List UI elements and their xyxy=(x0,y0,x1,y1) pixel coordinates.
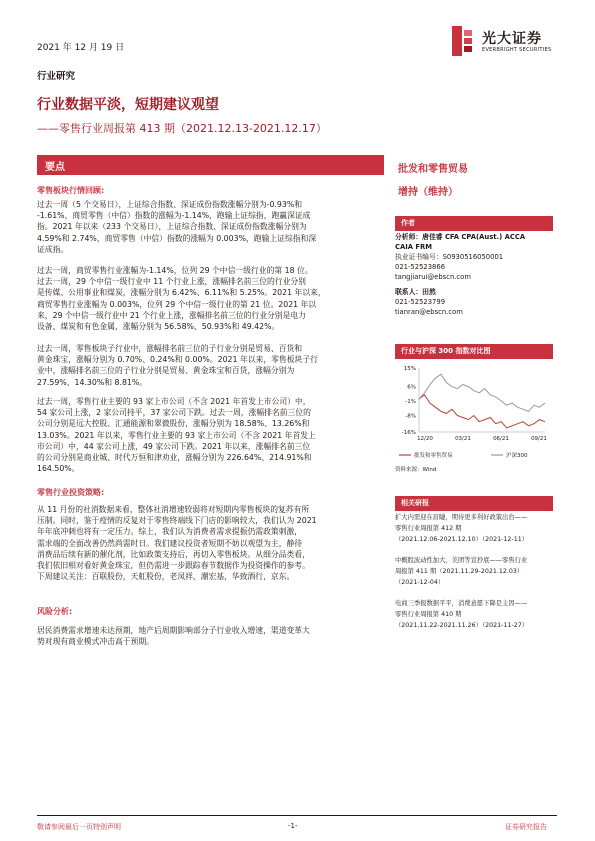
report-category: 行业研究 xyxy=(37,71,76,82)
y-tick-label: -8% xyxy=(405,413,416,420)
page-number: -1- xyxy=(288,822,298,830)
legend-label: 批发和零售贸易 xyxy=(414,453,453,459)
footer-report-type: 证券研究报告 xyxy=(505,823,547,831)
x-tick-label: 06/21 xyxy=(493,436,509,442)
risk-paragraph: 居民消费需求增速未达预期，地产后周期影响部分子行业收入增速，渠道变革大 势对现有商业模式冲击高于预期。 xyxy=(37,626,310,647)
legend-label: 沪深300 xyxy=(506,453,528,459)
rating: 增持（维持） xyxy=(398,187,458,198)
related-report-2[interactable]: 中概股波动性加大，美团等宣抄底——零售行业 周报第 411 期（2021.11.29-2021.12.03） （2021-12-04） xyxy=(395,557,528,586)
related-report-1[interactable]: 扩大内需迎在眉睫，期待更多利好政策出台—— 零售行业周报第 412 期 （2021.12.06-2021.12.10）（2021-12-11） xyxy=(395,514,529,543)
y-tick-label: 15% xyxy=(403,366,416,372)
paragraph-3: 过去一周，零售板块子行业中，涨幅排名前三位的子行业分别是贸易、百货和 黄金珠宝，涨幅分别为 0.70%、0.24%和 0.00%。2021 年以来，零售板块子行 业中，涨幅排名前三位的子行业分别是贸易、黄金珠宝和百货，涨幅分别为 27.59%、14.30%和 8.81%。 xyxy=(37,344,318,387)
y-tick-label: -16% xyxy=(401,430,416,436)
footer-divider xyxy=(37,815,557,816)
sector-name: 批发和零售贸易 xyxy=(398,164,468,175)
footer-disclaimer: 敬请参阅最后一页特别声明 xyxy=(37,823,121,831)
x-tick-label: 12/20 xyxy=(417,436,433,442)
keypoints-bar xyxy=(37,155,384,175)
series-line xyxy=(419,395,545,428)
report-date: 2021 年 12 月 19 日 xyxy=(37,43,125,53)
chart-source: 资料来源：Wind xyxy=(395,467,437,473)
author-info: 分析师：唐佳睿 CFA CPA(Aust.) ACCA CAIA FRM 执业证书编号：S0930516050001 021-52523866 tangjiarui@ebscn.com 联系人：田然 021-52523799 tianran@ebscn.com xyxy=(395,233,526,316)
logo-subtext: EVERBRIGHT SECURITIES xyxy=(482,47,552,53)
x-tick-label: 03/21 xyxy=(455,436,471,442)
x-tick-label: 09/21 xyxy=(531,436,547,442)
y-tick-label: 6% xyxy=(407,384,416,391)
paragraph-2: 过去一周，商贸零售行业涨幅为-1.14%，位列 29 个中信一级行业的第 18 位。 过去一周，29 个中信一级行业中 11 个行业上涨，涨幅排名前三位的行业分别 是传媒、公用事业和煤炭，涨幅分别为 6.42%、6.11%和 5.25%。2021 年以来， 商贸零售行业涨幅为 0.003%，位列 29 个中信一级行业的第 21 位。2021 年以 来，29 个中信一级行业中 21 个行业上涨，涨幅排名前三位的行业分别是电力 设备、煤炭和有色金属，涨幅分别为 56.58%、50.93%和 49.42%。 xyxy=(37,266,326,332)
report-subtitle: ——零售行业周报第 413 期（2021.12.13-2021.12.17） xyxy=(37,122,327,135)
strategy-paragraph: 从 11 月份的社消数据来看，整体社消增速较弱将对短期内零售板块的复苏有所 压制。同时，鉴于疫情的反复对于零售终端线下门店的影响较大，我们认为 2021 年年底冲刺也将有一定压力。综上，我们认为消费者需求提振仍需政策刺激， 需求端的全面改善仍然尚需时日。我们建议投资者短期不妨以观望为主，静待 消费品后续有新的催化剂，比如政策支持后，再切入零售板块。从细分品类看， 我们依旧相对看好黄金珠宝，但仍需进一步跟踪春节数据作为投资操作的参考。 下周建议关注：百联股份，天虹股份，老凤祥，潮宏基，华致酒行，京东。 xyxy=(37,505,317,582)
related-report-3[interactable]: 电商三季报数据平平，消费意愿下降是主因—— 零售行业周报第 410 期 （2021.11.22-2021.11.26）（2021-11-27） xyxy=(395,600,529,629)
series-line xyxy=(419,374,545,411)
author-bar: 作者 xyxy=(395,216,553,231)
strategy-heading: 零售行业投资策略: xyxy=(37,488,105,497)
sector-review-heading: 零售板块行情回顾: xyxy=(37,186,105,195)
paragraph-1: 过去一周（5 个交易日），上证综合指数、深证成份指数涨幅分别为-0.93%和 -1.61%，商贸零售（中信）指数的涨幅为-1.14%，跑输上证综指，跑赢深证成 指。2021 年以来（233 个交易日），上证综合指数、深证成份指数涨幅分别为 4.59%和 2.74%，商贸零售（中信）指数的涨幅为 0.003%，跑输上证综指和深 证成指。 xyxy=(37,200,317,254)
related-bar: 相关研报 xyxy=(395,496,553,511)
paragraph-4: 过去一周，零售行业主要的 93 家上市公司（不含 2021 年首发上市公司）中， 54 家公司上涨，2 家公司持平，37 家公司下跌。过去一周，涨幅排名前三位的 公司分别是远大控股、汇通能源和翠微股份，涨幅分别为 18.58%、13.26%和 13.03%。2021 年以来，零售行业主要的 93 家上市公司（不含 2021 年首发上 市公司）中，44 家公司上涨，49 家公司下跌。2021 年以来，涨幅排名前三位 的公司分别是商业城、时代万恒和津劝业，涨幅分别为 226.64%、214.91%和 164.50%。 xyxy=(37,397,316,474)
keypoints-label: 要点 xyxy=(45,162,65,173)
y-tick-label: -1% xyxy=(405,399,416,406)
comparison-chart xyxy=(395,362,555,462)
logo-text: 光大证券 xyxy=(482,31,542,47)
chart-title-bar: 行业与沪深 300 指数对比图 xyxy=(395,344,553,359)
report-title: 行业数据平淡，短期建议观望 xyxy=(37,97,219,113)
everbright-logo-icon xyxy=(452,26,478,56)
risk-heading: 风险分析: xyxy=(37,607,73,616)
